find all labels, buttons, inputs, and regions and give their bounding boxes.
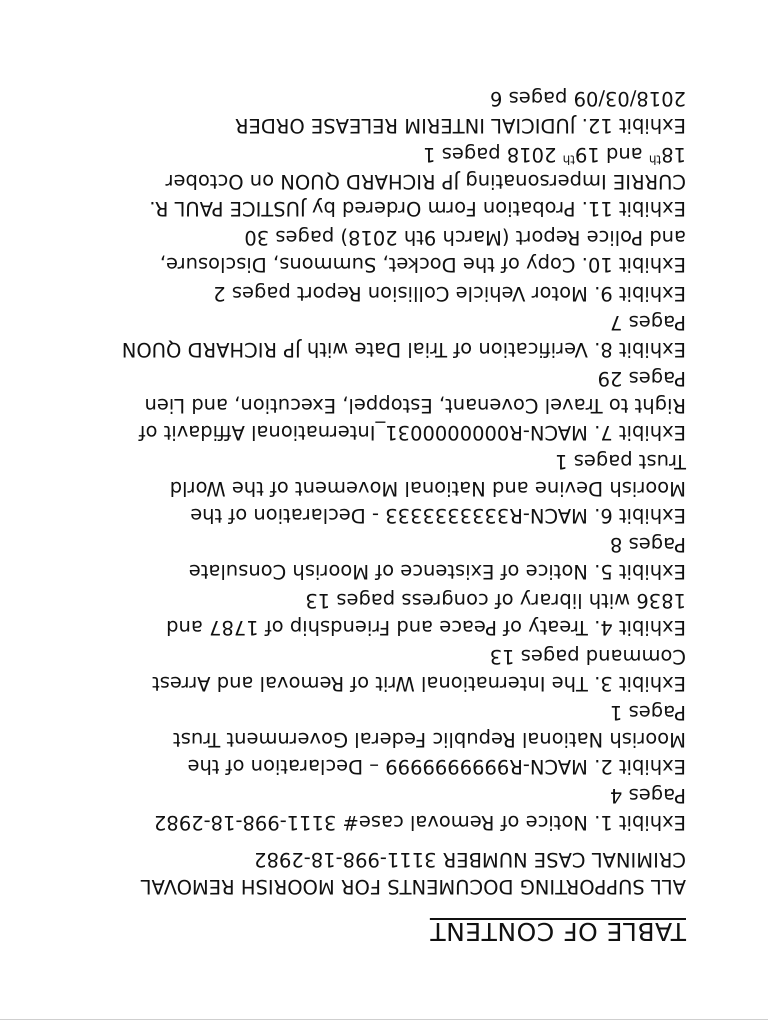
subtitle-line-1: ALL SUPPORTING DOCUMENTS FOR MOORISH REMOVAL — [140, 875, 686, 898]
exhibit-line: 2018/03/09 pages 6 — [489, 87, 686, 110]
exhibit-entry-7 — [86, 365, 686, 446]
exhibit-line-dates — [86, 141, 686, 168]
document-title: TABLE OF CONTENT — [429, 917, 686, 946]
exhibit-line: 1836 with library of congress pages 13 — [305, 589, 686, 612]
exhibit-line: Exhibit 2. MACN-R9999999999 – Declaration of the — [187, 755, 686, 778]
date-tail: 2018 pages 1 — [423, 143, 563, 166]
date-number: 18 — [661, 143, 686, 166]
exhibit-line: Exhibit 7. MACN-R0000000031_International Affidavit of — [138, 421, 686, 444]
exhibit-line: Exhibit 6. MACN-R3333333333 - Declaration of the — [190, 504, 686, 527]
exhibit-entry-6 — [86, 448, 686, 529]
exhibit-line: Pages 29 — [597, 367, 686, 390]
exhibit-line: Exhibit 12. JUDICIAL INTERIM RELEASE ORDER — [234, 114, 686, 137]
ordinal-suffix: th — [562, 152, 575, 167]
exhibit-entry-12 — [86, 85, 686, 139]
subtitle-line-2: CRIMINAL CASE NUMBER 3111-998-18-2982 — [254, 848, 686, 871]
exhibit-entry-1 — [86, 782, 686, 836]
scan-edge-line — [0, 1019, 768, 1020]
exhibit-line: Pages 7 — [610, 311, 686, 334]
exhibit-line: Right to Travel Covenant, Estoppel, Execution, and Lien — [144, 394, 686, 417]
exhibit-line: Exhibit 11. Probation Form Ordered by JUSTICE PAUL R. — [149, 197, 686, 220]
exhibit-line: Command pages 13 — [489, 645, 686, 668]
exhibit-line: and Police Report (March 9th 2018) pages 30 — [244, 226, 686, 249]
exhibit-line: Pages 1 — [610, 701, 686, 724]
exhibit-line: Exhibit 3. The International Writ of Removal and Arrest — [152, 672, 686, 695]
exhibit-line: Exhibit 5. Notice of Existence of Moorish Consulate — [188, 560, 686, 583]
exhibit-line: Exhibit 10. Copy of the Docket, Summons, Disclosure, — [159, 253, 686, 276]
exhibit-entry-8 — [86, 309, 686, 363]
exhibit-line: CURRIE Impersonating JP RICHARD QUON on October — [165, 170, 686, 193]
exhibit-line: Exhibit 1. Notice of Removal case# 3111-998-18-2982 — [153, 811, 686, 834]
exhibit-line: Moorish National Republic Federal Government Trust — [173, 728, 686, 751]
exhibit-line: Trust pages 1 — [555, 450, 686, 473]
exhibit-entry-2 — [86, 699, 686, 780]
exhibit-entry-10 — [86, 224, 686, 278]
exhibit-entry-9 — [86, 280, 686, 307]
exhibit-line: Moorish Devine and National Movement of the World — [169, 477, 686, 500]
exhibit-entry-3 — [86, 643, 686, 697]
document-subtitle — [86, 846, 686, 900]
exhibit-line: Exhibit 8. Verification of Trial Date with JP RICHARD QUON — [121, 338, 686, 361]
exhibit-line: Pages 8 — [610, 533, 686, 556]
document-body — [86, 85, 686, 946]
ordinal-suffix: th — [648, 152, 662, 167]
date-connector: and 19 — [574, 143, 649, 166]
exhibit-line: Exhibit 4. Treaty of Peace and Friendship of 1787 and — [166, 616, 686, 639]
exhibit-entry-4 — [86, 587, 686, 641]
exhibit-line: Exhibit 9. Motor Vehicle Collision Report pages 2 — [213, 282, 686, 305]
exhibit-entry-11 — [86, 141, 686, 222]
exhibit-line: Pages 4 — [610, 784, 686, 807]
exhibit-entry-5 — [86, 531, 686, 585]
